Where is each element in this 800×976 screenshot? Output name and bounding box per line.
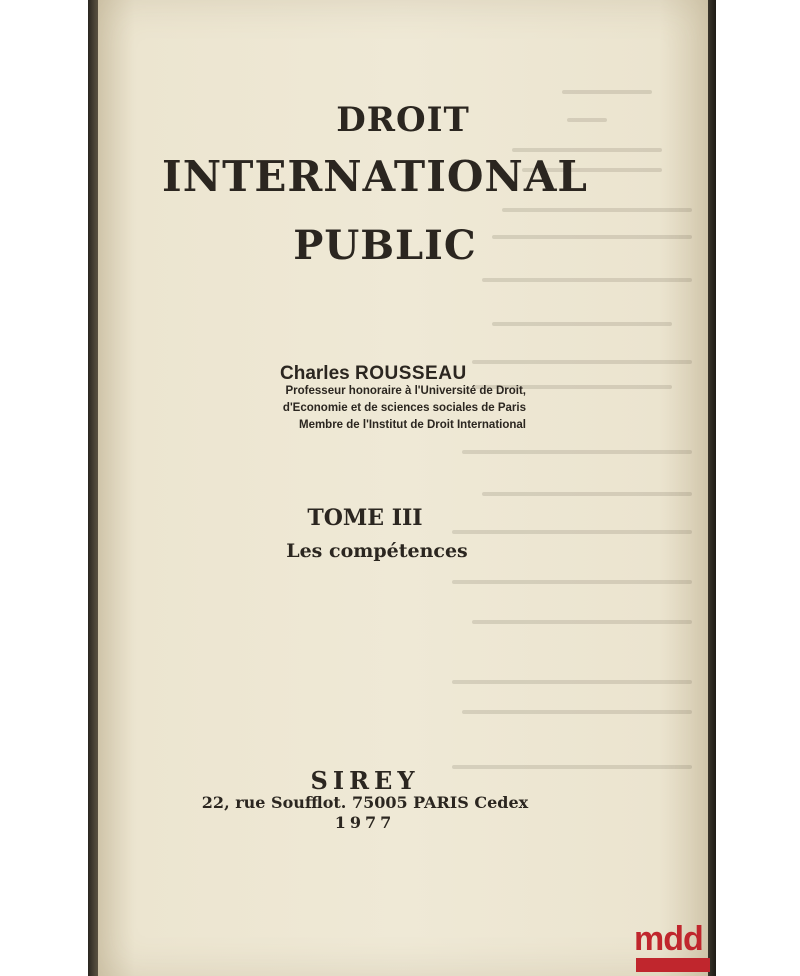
author-affiliation-1: Professeur honoraire à l'Université de Droit, [285, 385, 526, 397]
volume-number: TOME III [307, 505, 423, 531]
publication-year: 1977 [334, 813, 396, 832]
publisher-name: SIREY [310, 766, 420, 795]
volume-subtitle: Les compétences [286, 540, 468, 562]
publisher-address: 22, rue Soufflot. 75005 PARIS Cedex [201, 793, 529, 812]
title-line-2: INTERNATIONAL [162, 152, 588, 201]
author-last-name: ROUSSEAU [354, 363, 467, 384]
title-line-1: DROIT [336, 100, 470, 140]
author-first-name: Charles [280, 363, 350, 384]
logo-bar [636, 958, 710, 972]
author-affiliation-2: d'Economie et de sciences sociales de Paris [282, 402, 526, 414]
author-affiliation-3: Membre de l'Institut de Droit International [298, 419, 526, 431]
mdd-logo-icon [630, 922, 715, 976]
author-name [280, 363, 467, 385]
page-right-edge [708, 0, 716, 976]
logo-text: mdd [634, 920, 703, 958]
title-line-3: PUBLIC [293, 222, 477, 269]
